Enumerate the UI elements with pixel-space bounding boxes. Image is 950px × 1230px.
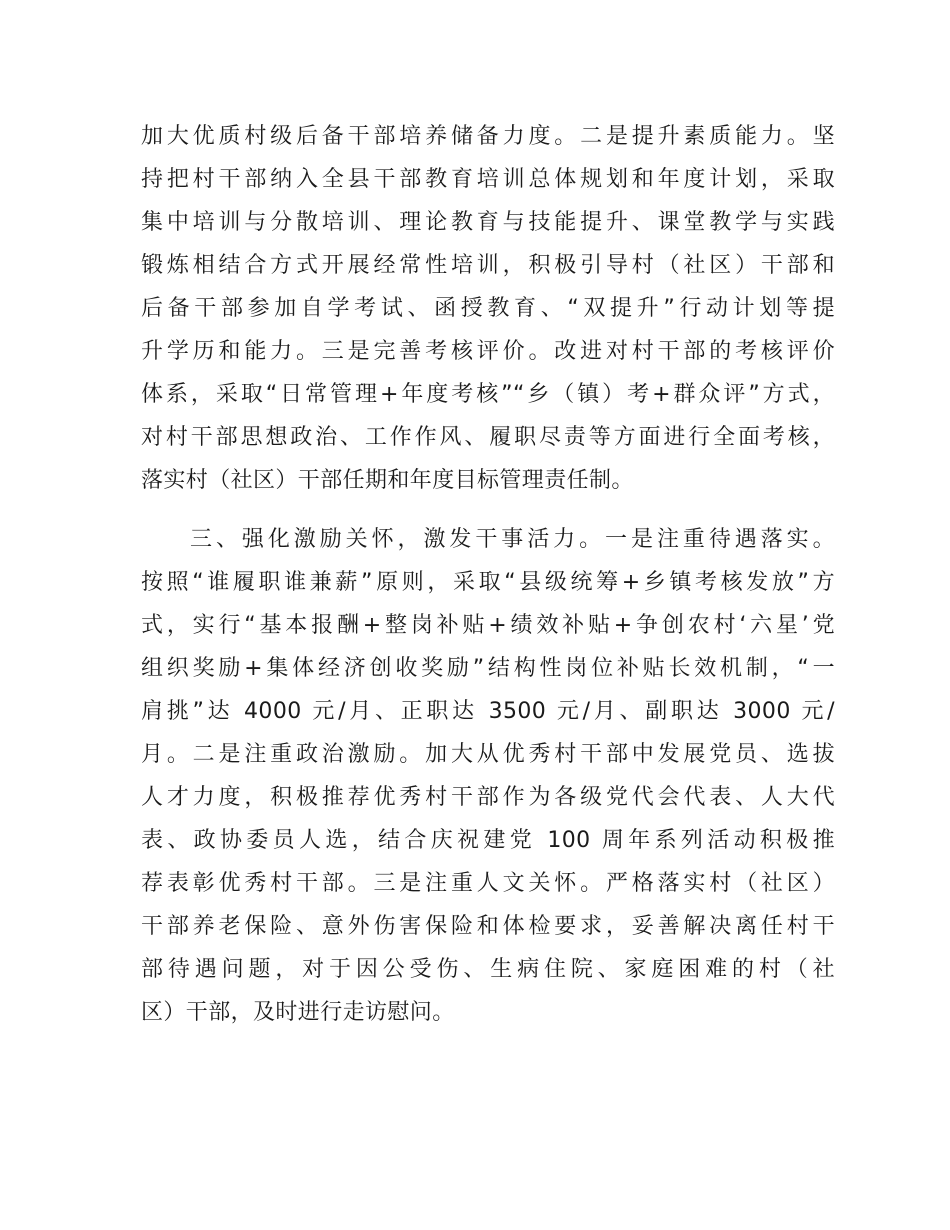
- text-line: 按照“谁履职谁兼薪”原则，采取“县级统筹+乡镇考核发放”方: [141, 570, 835, 595]
- text-line: 式，实行“基本报酬+整岗补贴+绩效补贴+争创农村‘六星’党: [141, 613, 835, 638]
- text-line-first-indented: 三、强化激励关怀，激发干事活力。一是注重待遇落实。: [190, 527, 835, 552]
- text-line: 表、政协委员人选，结合庆祝建党 100 周年系列活动积极推: [141, 828, 835, 853]
- text-line: 集中培训与分散培训、理论教育与技能提升、课堂教学与实践: [141, 210, 835, 235]
- text-line: 对村干部思想政治、工作作风、履职尽责等方面进行全面考核，: [141, 425, 835, 450]
- text-line-last: 落实村（社区）干部任期和年度目标管理责任制。: [141, 468, 634, 493]
- paragraph-village-cadre-training: [141, 115, 835, 502]
- text-line: 体系，采取“日常管理+年度考核”“乡（镇）考+群众评”方式，: [141, 382, 835, 407]
- text-line: 锻炼相结合方式开展经常性培训，积极引导村（社区）干部和: [141, 253, 835, 278]
- text-line: 加大优质村级后备干部培养储备力度。二是提升素质能力。坚: [141, 124, 835, 149]
- paragraph-incentive-care: [141, 518, 835, 1034]
- text-line: 人才力度，积极推荐优秀村干部作为各级党代会代表、人大代: [141, 785, 835, 810]
- text-line: 肩挑”达 4000 元/月、正职达 3500 元/月、副职达 3000 元/: [141, 699, 835, 724]
- text-line: 组织奖励+集体经济创收奖励”结构性岗位补贴长效机制，“一: [141, 656, 835, 681]
- text-line-last: 区）干部，及时进行走访慰问。: [141, 1000, 455, 1025]
- text-line: 升学历和能力。三是完善考核评价。改进对村干部的考核评价: [141, 339, 835, 364]
- text-line: 干部养老保险、意外伤害保险和体检要求，妥善解决离任村干: [141, 914, 835, 939]
- text-line: 荐表彰优秀村干部。三是注重人文关怀。严格落实村（社区）: [141, 871, 835, 896]
- text-line: 月。二是注重政治激励。加大从优秀村干部中发展党员、选拔: [141, 742, 835, 767]
- text-line: 部待遇问题，对于因公受伤、生病住院、家庭困难的村（社: [141, 957, 835, 982]
- text-line: 后备干部参加自学考试、函授教育、“双提升”行动计划等提: [141, 296, 835, 321]
- text-line: 持把村干部纳入全县干部教育培训总体规划和年度计划，采取: [141, 167, 835, 192]
